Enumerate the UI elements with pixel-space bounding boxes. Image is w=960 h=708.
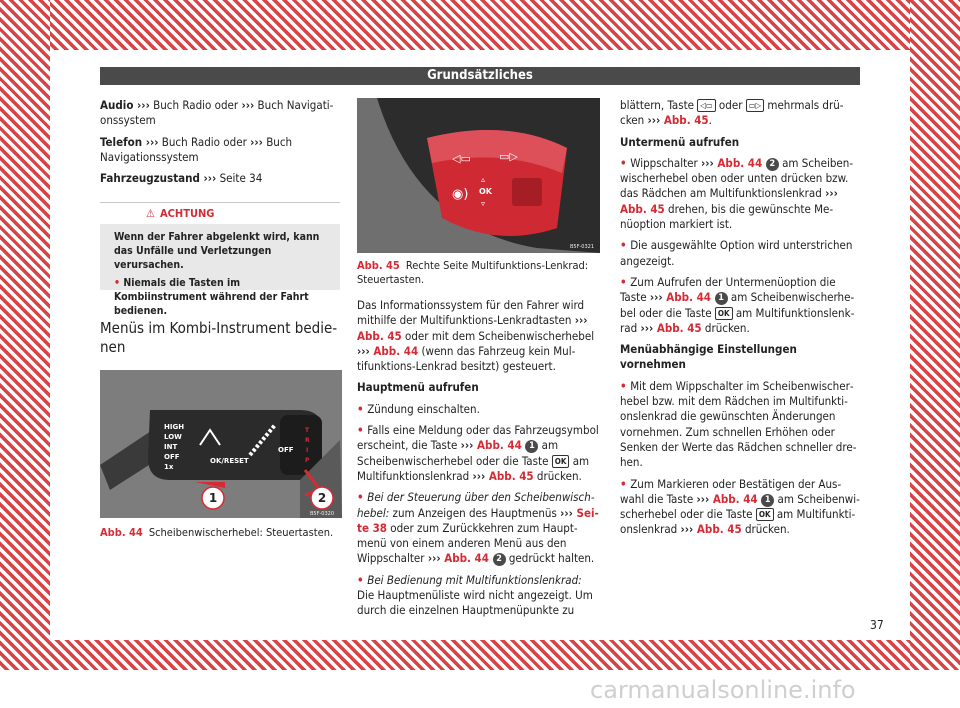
label-high: HIGH	[164, 423, 185, 431]
hatch-border-right	[910, 0, 960, 670]
heading-hauptmenue: Hauptmenü aufrufen	[357, 380, 479, 395]
warning-triangle-icon: ⚠	[146, 207, 155, 220]
down-arrow-icon: ▿	[481, 199, 486, 208]
page-header: Grundsätzliches	[100, 67, 860, 85]
left-column	[100, 98, 342, 192]
figure-44-caption: Abb. 44 Scheibenwischerhebel: Steuertasten.	[100, 526, 334, 539]
next-menu-icon: ▭▷	[499, 150, 518, 163]
label-p: P	[305, 457, 310, 464]
voice-icon: ◉)	[452, 187, 469, 202]
figure-44-wiper-lever	[100, 370, 342, 518]
bullet-unterstrichen: • Die ausgewählte Option wird unterstrichen angezeigt.	[620, 238, 853, 268]
bullet-aufrufen: • Zum Aufrufen der Untermenüoption die Taste ››› Abb. 44 1 am Scheibenwischerhebel oder die Taste OK am Multifunktionslenkrad ››› Abb. 45 drücken.	[620, 274, 855, 335]
callout-2: 2	[317, 491, 327, 505]
middle-column	[357, 298, 602, 625]
label-ok-reset: OK/RESET	[210, 457, 249, 465]
fig44-code: B5F-0320	[310, 511, 335, 517]
prev-menu-icon: ◁▭	[452, 152, 471, 165]
label-1x: 1x	[164, 463, 174, 471]
bullet-aenderungen: • Mit dem Wippschalter im Scheibenwischerhebel bzw. mit dem Rädchen im Multifunktionslenkrad die gewünschten Änderungen vornehmen. Zum schnellen Erhöhen oder Senken der Werte das Rädchen schneller drehen.	[620, 378, 857, 470]
hatch-border-top	[0, 0, 960, 50]
page-number: 37	[870, 618, 884, 632]
right-column	[620, 98, 860, 544]
label-i: I	[306, 447, 309, 454]
bullet-icon: •	[114, 277, 124, 289]
hatch-border-left	[0, 0, 50, 670]
bullet-zuendung: • Zündung einschalten.	[357, 401, 480, 416]
label-low: LOW	[164, 433, 182, 441]
fig45-code: B5F-0321	[570, 244, 595, 250]
label-off: OFF	[164, 453, 180, 461]
bullet-meldung: • Falls eine Meldung oder das Fahrzeugsymbol erscheint, die Taste ››› Abb. 44 1 am Scheibenwischerhebel oder die Taste OK am Multifunktionslenkrad ››› Abb. 45 drücken.	[357, 423, 599, 483]
hatch-border-bottom	[0, 640, 960, 670]
heading-untermenue: Untermenü aufrufen	[620, 134, 740, 149]
warning-line-2: • Niemals die Tasten im Kombiinstrument während der Fahrt bedienen.	[114, 277, 309, 317]
figure-45-steering-wheel	[357, 98, 600, 253]
section-title: Menüs im Kombi-Instrument bedienen	[100, 319, 338, 356]
ref-audio: Audio ››› Buch Radio oder ››› Buch Navigationssystem	[100, 98, 334, 128]
label-t: T	[305, 427, 310, 434]
ok-label: OK	[479, 187, 492, 196]
warning-body	[100, 224, 340, 324]
intro-paragraph: Das Informationssystem für den Fahrer wird mithilfe der Multifunktions-Lenkradtasten ››› Abb. 45 oder mit dem Scheibenwischerhebel ››› Abb. 44 (wenn das Fahrzeug kein Multifunktions-Lenkrad besitzt) gesteuert.	[357, 298, 595, 374]
up-arrow-icon: ▵	[481, 175, 486, 184]
steering-wheel-illustration	[357, 98, 600, 253]
warning-line-1: Wenn der Fahrer abgelenkt wird, kann das Unfälle und Verletzungen verursachen.	[114, 231, 320, 271]
ref-telefon: Telefon ››› Buch Radio oder ››› Buch Navigationssystem	[100, 134, 293, 164]
ref-fahrzeugzustand: Fahrzeugzustand ››› Seite 34	[100, 171, 263, 186]
bullet-scheibenwisch: • Bei der Steuerung über den Scheibenwischhebel: zum Anzeigen des Hauptmenüs ››› Seite 38 oder zum Zurückkehren zum Hauptmenü von einem anderen Menü aus den Wippschalter ››› Abb. 44 2 gedrückt halten.	[357, 490, 599, 566]
heading-einstellungen: Menüabhängige Einstellungen vornehmen	[620, 342, 797, 372]
bullet-wippschalter: • Wippschalter ››› Abb. 44 2 am Scheibenwischerhebel oben oder unten drücken bzw. das Rädchen am Multifunktionslenkrad ››› Abb. 45 drehen, bis die gewünschte Menüoption markiert ist.	[620, 155, 854, 232]
watermark: carmanualsonline.info	[590, 676, 856, 704]
warning-header: ⚠ ACHTUNG	[100, 202, 340, 224]
bullet-multifunktion: • Bei Bedienung mit Multifunktionslenkrad: Die Hauptmenüliste wird nicht angezeigt. Um durch die einzelnen Hauptmenüpunkte zu	[357, 572, 593, 618]
label-r: R	[305, 437, 310, 444]
bullet-markieren: • Zum Markieren oder Bestätigen der Auswahl die Taste ››› Abb. 44 1 am Scheibenwischerhebel oder die Taste OK am Multifunktionslenkrad ››› Abb. 45 drücken.	[620, 476, 860, 537]
wiper-lever-illustration	[100, 370, 342, 518]
label-int: INT	[164, 443, 178, 451]
figure-45-caption: Abb. 45 Rechte Seite Multifunktions-Lenkrad: Steuertasten.	[357, 259, 589, 286]
para-blaettern: blättern, Taste ◁▭ oder ▭▷ mehrmals drücken ››› Abb. 45.	[620, 98, 844, 128]
label-off-rear: OFF	[278, 446, 294, 454]
callout-1: 1	[208, 491, 218, 505]
warning-box	[100, 202, 340, 317]
